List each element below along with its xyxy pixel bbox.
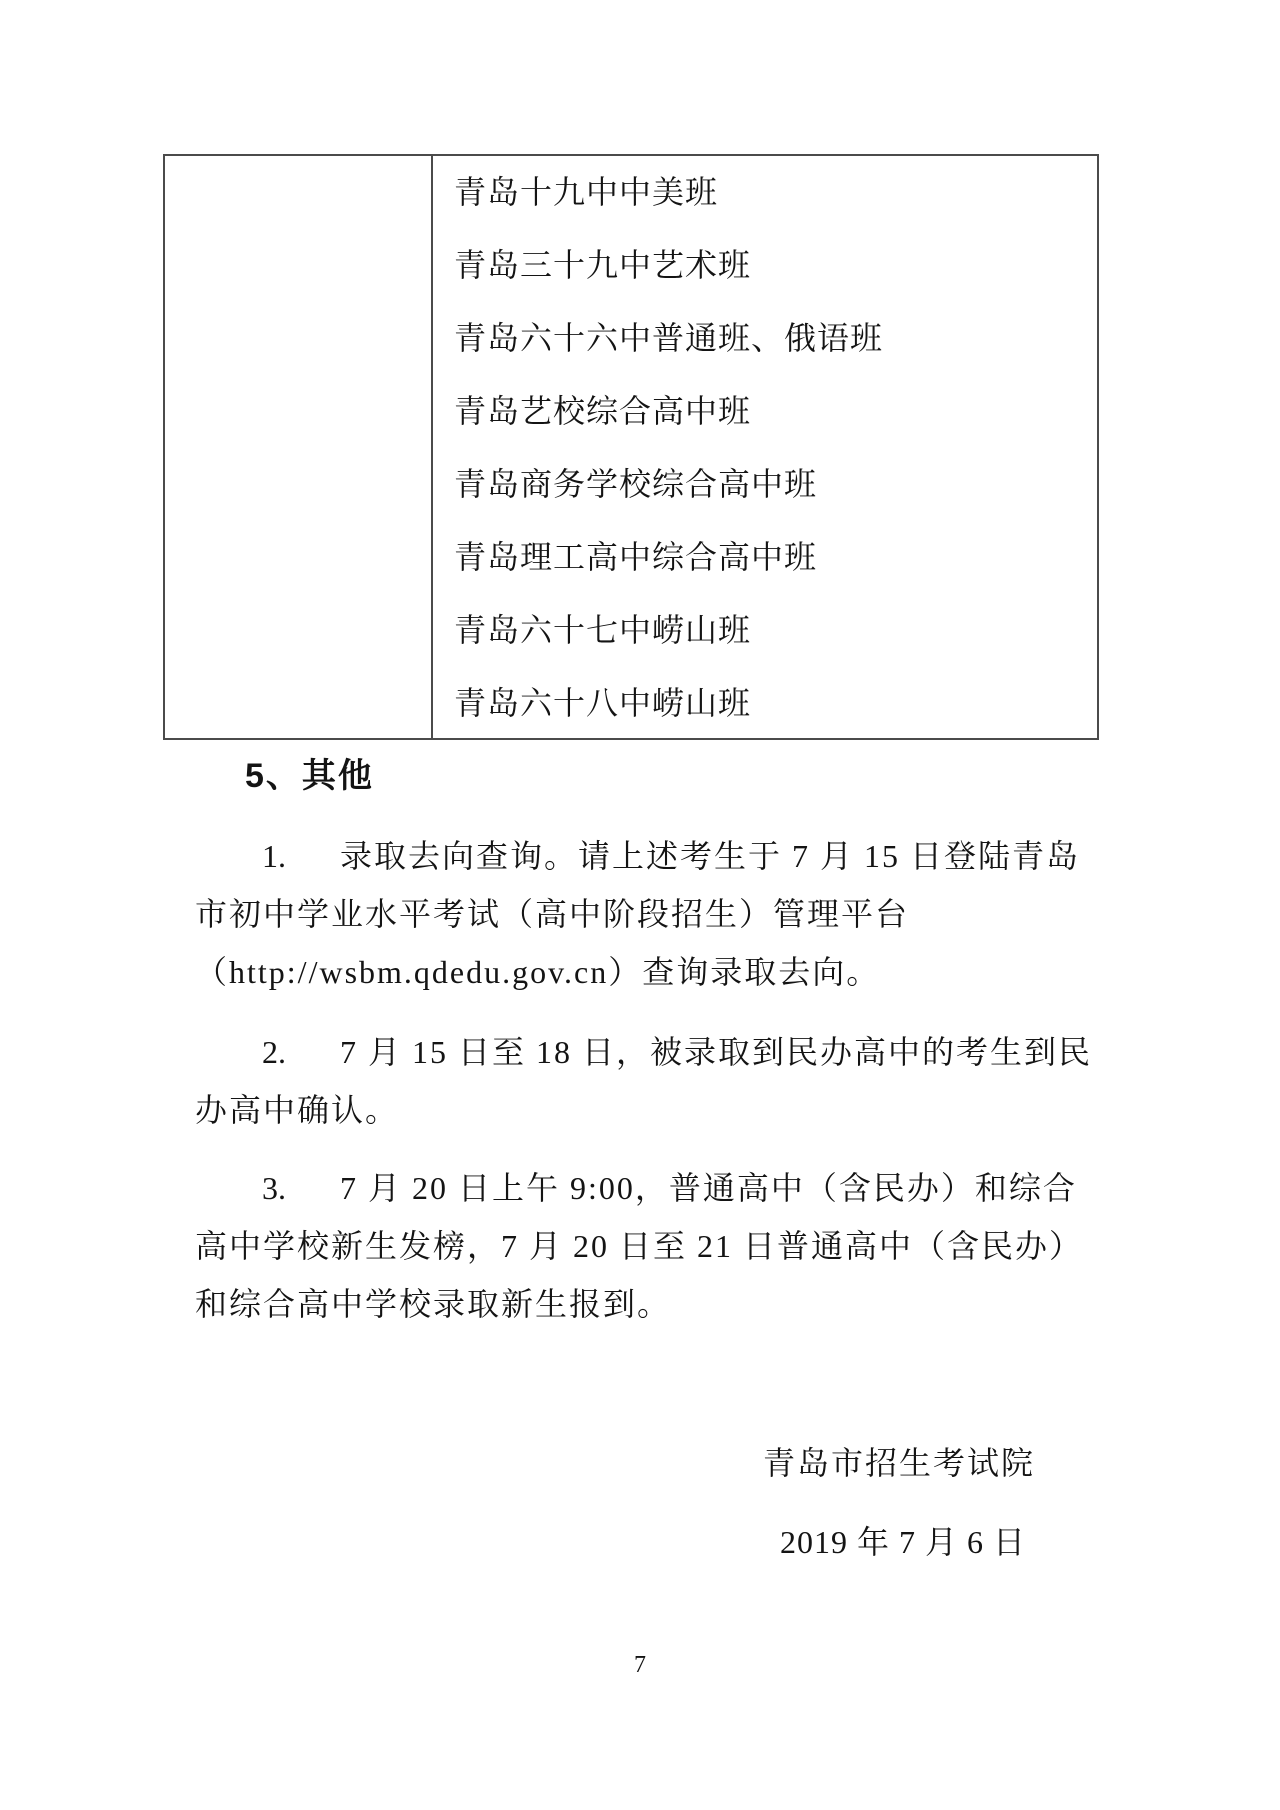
page-number: 7 — [634, 1652, 646, 1678]
issue-date: 2019 年 7 月 6 日 — [780, 1524, 1027, 1560]
school-row: 青岛六十六中普通班、俄语班 — [454, 320, 884, 356]
paragraph-line — [195, 827, 1081, 885]
paragraph-line: 高中学校新生发榜，7 月 20 日至 21 日普通高中（含民办） — [195, 1228, 1084, 1264]
table-header-cell-empty — [165, 156, 433, 738]
paragraph-text: 录取去向查询。请上述考生于 7 月 15 日登陆青岛 — [340, 838, 1081, 874]
paragraph-line: 市初中学业水平考试（高中阶段招生）管理平台 — [195, 896, 910, 932]
paragraph-1 — [195, 827, 1081, 1001]
paragraph-line: （http://wsbm.qdedu.gov.cn）查询录取去向。 — [195, 954, 881, 990]
school-row: 青岛理工高中综合高中班 — [454, 539, 818, 575]
school-row: 青岛六十八中崂山班 — [454, 685, 752, 721]
paragraph-2 — [195, 1023, 1093, 1139]
paragraph-number: 3. — [262, 1170, 286, 1206]
section-heading: 5、其他 — [245, 757, 374, 795]
paragraph-number: 2. — [262, 1034, 286, 1070]
school-list-table — [163, 154, 1099, 740]
school-row: 青岛三十九中艺术班 — [454, 247, 752, 283]
paragraph-3 — [195, 1159, 1084, 1333]
paragraph-line — [195, 1159, 1075, 1217]
paragraph-line — [195, 1023, 1093, 1081]
paragraph-text: 7 月 20 日上午 9:00，普通高中（含民办）和综合 — [340, 1170, 1077, 1206]
school-row: 青岛十九中中美班 — [454, 174, 719, 210]
paragraph-text: 7 月 15 日至 18 日，被录取到民办高中的考生到民 — [340, 1034, 1093, 1070]
school-row: 青岛六十七中崂山班 — [454, 612, 752, 648]
paragraph-line: 办高中确认。 — [195, 1092, 400, 1128]
table-school-list-cell — [433, 156, 1097, 738]
school-row: 青岛艺校综合高中班 — [454, 393, 752, 429]
school-row: 青岛商务学校综合高中班 — [454, 466, 818, 502]
issuing-organization: 青岛市招生考试院 — [763, 1445, 1036, 1481]
paragraph-number: 1. — [262, 838, 286, 874]
paragraph-line: 和综合高中学校录取新生报到。 — [195, 1286, 672, 1322]
